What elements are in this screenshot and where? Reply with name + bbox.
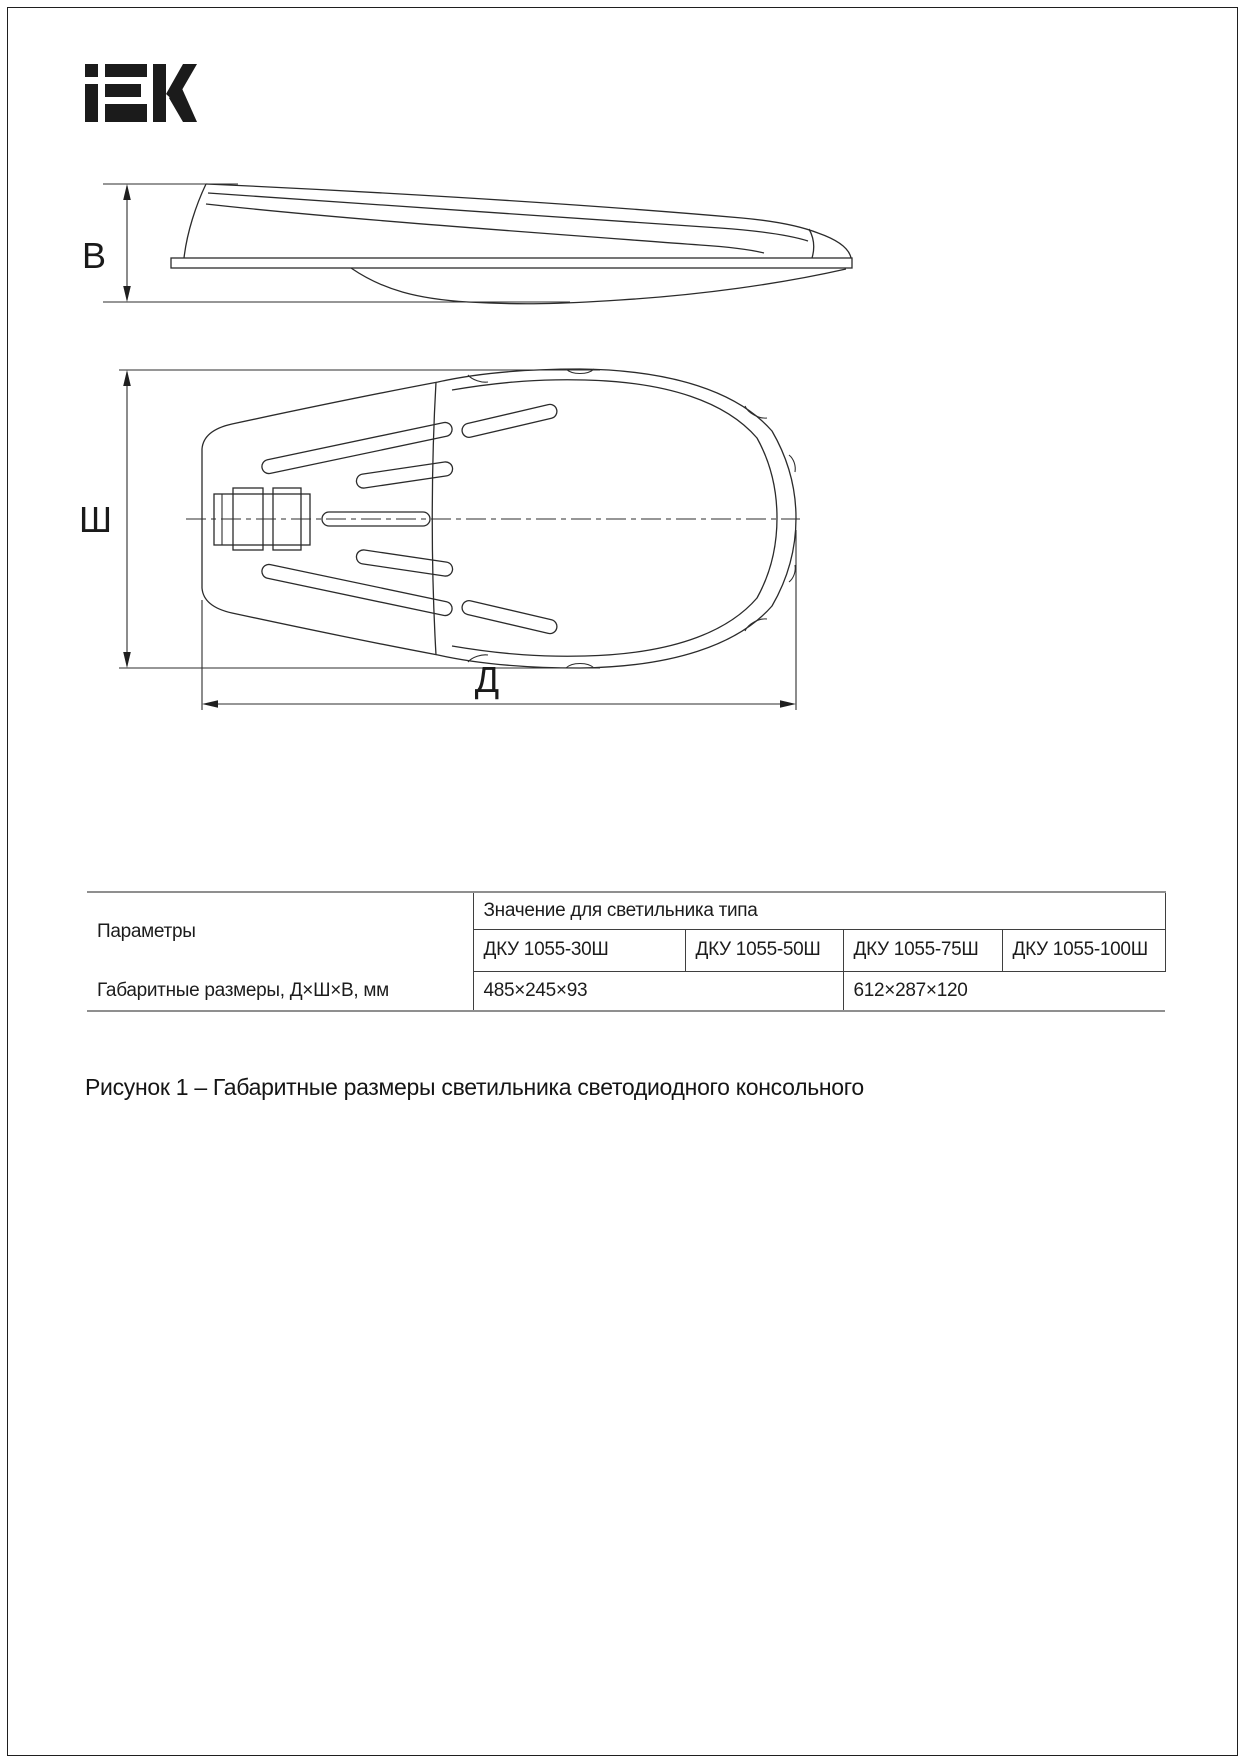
housing-top-edge (206, 184, 851, 258)
dimensions-value-small: 485×245×93 (473, 971, 843, 1011)
arrowhead-up (123, 370, 131, 386)
dimensions-value-large: 612×287×120 (853, 979, 968, 1001)
group-header-values: Значение для светильника типа (473, 892, 1165, 929)
arrowhead-up (123, 184, 131, 200)
lens-bowl (351, 268, 846, 304)
row-label-dimensions: Габаритные размеры, Д×Ш×В, мм (87, 971, 473, 1011)
parameters-table (87, 891, 1166, 1012)
table-data-row (87, 971, 1165, 1011)
arrowhead-left (202, 700, 218, 708)
height-dim-label: В (82, 235, 107, 276)
arrowhead-down (123, 652, 131, 668)
table-header-row-1 (87, 892, 1165, 929)
nose-cap-arc (809, 229, 814, 258)
col-header-parameters: Параметры (87, 892, 473, 971)
model-header: ДКУ 1055-100Ш (1002, 929, 1165, 971)
side-view (82, 184, 852, 304)
housing-seam-2 (206, 204, 764, 253)
model-header: ДКУ 1055-75Ш (843, 929, 1002, 971)
model-header: ДКУ 1055-50Ш (685, 929, 843, 971)
arrowhead-right (780, 700, 796, 708)
mounting-plate (171, 258, 852, 268)
model-header: ДКУ 1055-30Ш (473, 929, 685, 971)
housing-left-edge (184, 184, 206, 258)
length-dim-label: Д (474, 659, 500, 700)
head-inner-contour (452, 380, 777, 656)
figure-caption: Рисунок 1 – Габаритные размеры светильника светодиодного консольного (85, 1074, 864, 1100)
top-view (79, 369, 800, 710)
arrowhead-down (123, 286, 131, 302)
dimension-drawing (0, 0, 1245, 780)
width-dim-label: Ш (79, 499, 112, 540)
